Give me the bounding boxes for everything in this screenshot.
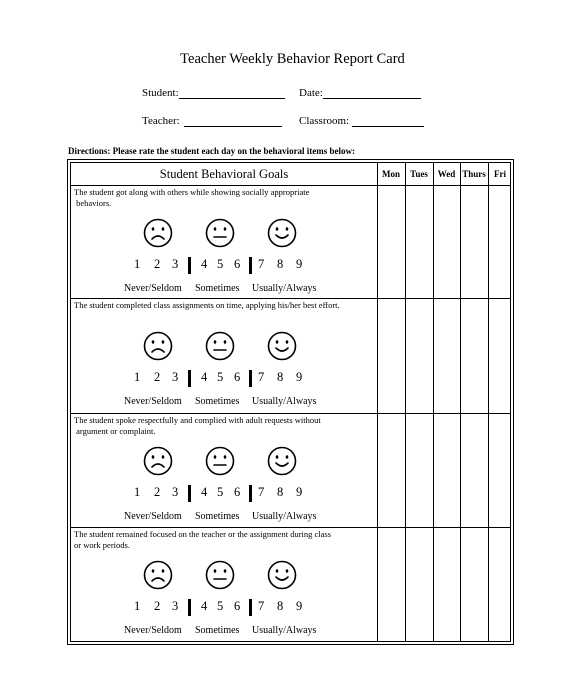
student-line[interactable]	[179, 87, 285, 99]
scale-number: 8	[277, 599, 284, 613]
rating-cell-tues[interactable]	[405, 413, 433, 527]
scale-divider-bar	[249, 257, 252, 274]
scale-divider-bar	[188, 485, 191, 502]
scale-number: 4	[201, 599, 208, 613]
rating-cell-fri[interactable]	[488, 298, 512, 413]
face-scale	[71, 446, 377, 480]
scale-label: Never/Seldom	[124, 283, 182, 294]
scale-number: 7	[258, 599, 265, 613]
neutral-face-icon	[205, 331, 235, 361]
rating-cell-wed[interactable]	[433, 298, 460, 413]
goals-header: Student Behavioral Goals	[159, 167, 289, 181]
scale-number: 3	[172, 485, 179, 499]
date-line[interactable]	[323, 87, 421, 99]
scale-divider-bar	[188, 370, 191, 387]
scale-number: 5	[217, 370, 224, 384]
scale-number: 1	[134, 257, 141, 271]
scale-number: 7	[258, 485, 265, 499]
directions-text: Directions: Please rate the student each day on the behavioral items below:	[68, 146, 356, 156]
goal-text-line: or work periods.	[74, 540, 130, 550]
rating-cell-thurs[interactable]	[460, 413, 488, 527]
sad-face-icon	[143, 446, 173, 476]
scale-number: 4	[201, 257, 208, 271]
teacher-field	[142, 115, 282, 127]
rating-cell-thurs[interactable]	[460, 185, 488, 298]
date-label: Date:	[299, 87, 323, 99]
rating-cell-mon[interactable]	[377, 527, 405, 644]
scale-number: 3	[172, 370, 179, 384]
scale-number: 1	[134, 370, 141, 384]
scale-number: 4	[201, 485, 208, 499]
happy-face-icon	[267, 560, 297, 590]
happy-face-icon	[267, 446, 297, 476]
rating-cell-mon[interactable]	[377, 298, 405, 413]
scale-number: 3	[172, 599, 179, 613]
scale-number: 7	[258, 370, 265, 384]
goal-text-line: The student got along with others while showing socially appropriate	[74, 187, 310, 197]
scale-divider-bar	[249, 370, 252, 387]
behavior-table-inner	[70, 162, 511, 642]
scale-number: 3	[172, 257, 179, 271]
goal-text-line: The student completed class assignments on time, applying his/her best effort.	[74, 300, 340, 310]
sad-face-icon	[143, 560, 173, 590]
scale-number: 5	[217, 257, 224, 271]
day-header-tues: Tues	[410, 169, 428, 179]
scale-number: 2	[154, 485, 161, 499]
scale-label: Never/Seldom	[124, 625, 182, 636]
teacher-line[interactable]	[184, 115, 282, 127]
behavior-table	[67, 159, 514, 645]
scale-number: 9	[296, 257, 303, 271]
rating-cell-fri[interactable]	[488, 185, 512, 298]
goal-text	[74, 529, 374, 551]
rating-cell-tues[interactable]	[405, 527, 433, 644]
scale-number: 8	[277, 257, 284, 271]
scale-label: Never/Seldom	[124, 511, 182, 522]
scale-number: 6	[234, 599, 241, 613]
student-field	[142, 87, 285, 99]
scale-number: 8	[277, 485, 284, 499]
scale-number: 1	[134, 599, 141, 613]
goal-text-line: behaviors.	[74, 198, 112, 208]
day-header-fri: Fri	[494, 169, 506, 179]
date-field	[299, 87, 421, 99]
scale-number: 6	[234, 485, 241, 499]
rating-cell-mon[interactable]	[377, 185, 405, 298]
scale-number: 1	[134, 485, 141, 499]
goal-text-line: argument or complaint.	[74, 426, 156, 436]
scale-label: Sometimes	[195, 396, 240, 407]
scale-number: 6	[234, 370, 241, 384]
scale-label: Usually/Always	[252, 511, 317, 522]
scale-number: 2	[154, 370, 161, 384]
scale-number: 9	[296, 485, 303, 499]
scale-number: 2	[154, 257, 161, 271]
scale-number: 4	[201, 370, 208, 384]
classroom-label: Classroom:	[299, 115, 350, 127]
scale-label: Sometimes	[195, 625, 240, 636]
neutral-face-icon	[205, 218, 235, 248]
sad-face-icon	[143, 218, 173, 248]
face-scale	[71, 560, 377, 594]
rating-cell-wed[interactable]	[433, 185, 460, 298]
scale-number: 5	[217, 599, 224, 613]
day-header-thurs: Thurs	[462, 169, 486, 179]
classroom-field	[299, 115, 424, 127]
scale-number: 7	[258, 257, 265, 271]
scale-divider-bar	[188, 257, 191, 274]
scale-number: 2	[154, 599, 161, 613]
scale-label: Sometimes	[195, 283, 240, 294]
teacher-label: Teacher:	[142, 115, 180, 127]
rating-cell-thurs[interactable]	[460, 298, 488, 413]
neutral-face-icon	[205, 446, 235, 476]
rating-cell-tues[interactable]	[405, 298, 433, 413]
scale-label: Usually/Always	[252, 396, 317, 407]
scale-number: 8	[277, 370, 284, 384]
rating-cell-wed[interactable]	[433, 527, 460, 644]
scale-label: Usually/Always	[252, 283, 317, 294]
number-scale	[71, 257, 377, 275]
scale-number: 5	[217, 485, 224, 499]
rating-cell-fri[interactable]	[488, 527, 512, 644]
number-scale	[71, 599, 377, 617]
scale-label: Usually/Always	[252, 625, 317, 636]
goal-text-line: The student spoke respectfully and complied with adult requests without	[74, 415, 321, 425]
rating-cell-tues[interactable]	[405, 185, 433, 298]
neutral-face-icon	[205, 560, 235, 590]
happy-face-icon	[267, 331, 297, 361]
scale-number: 9	[296, 370, 303, 384]
goal-text	[74, 300, 374, 311]
day-header-mon: Mon	[382, 169, 400, 179]
rating-cell-mon[interactable]	[377, 413, 405, 527]
number-scale	[71, 485, 377, 503]
scale-divider-bar	[188, 599, 191, 616]
scale-divider-bar	[249, 599, 252, 616]
scale-number: 6	[234, 257, 241, 271]
number-scale	[71, 370, 377, 388]
day-header-wed: Wed	[437, 169, 456, 179]
goal-text	[74, 415, 374, 437]
happy-face-icon	[267, 218, 297, 248]
goal-text	[74, 187, 374, 209]
page-title: Teacher Weekly Behavior Report Card	[180, 51, 405, 67]
rating-cell-wed[interactable]	[433, 413, 460, 527]
sad-face-icon	[143, 331, 173, 361]
rating-cell-fri[interactable]	[488, 413, 512, 527]
face-scale	[71, 218, 377, 252]
face-scale	[71, 331, 377, 365]
goal-text-line: The student remained focused on the teacher or the assignment during class	[74, 529, 332, 539]
scale-label: Sometimes	[195, 511, 240, 522]
classroom-line[interactable]	[352, 115, 424, 127]
scale-divider-bar	[249, 485, 252, 502]
scale-number: 9	[296, 599, 303, 613]
student-label: Student:	[142, 87, 179, 99]
scale-label: Never/Seldom	[124, 396, 182, 407]
rating-cell-thurs[interactable]	[460, 527, 488, 644]
